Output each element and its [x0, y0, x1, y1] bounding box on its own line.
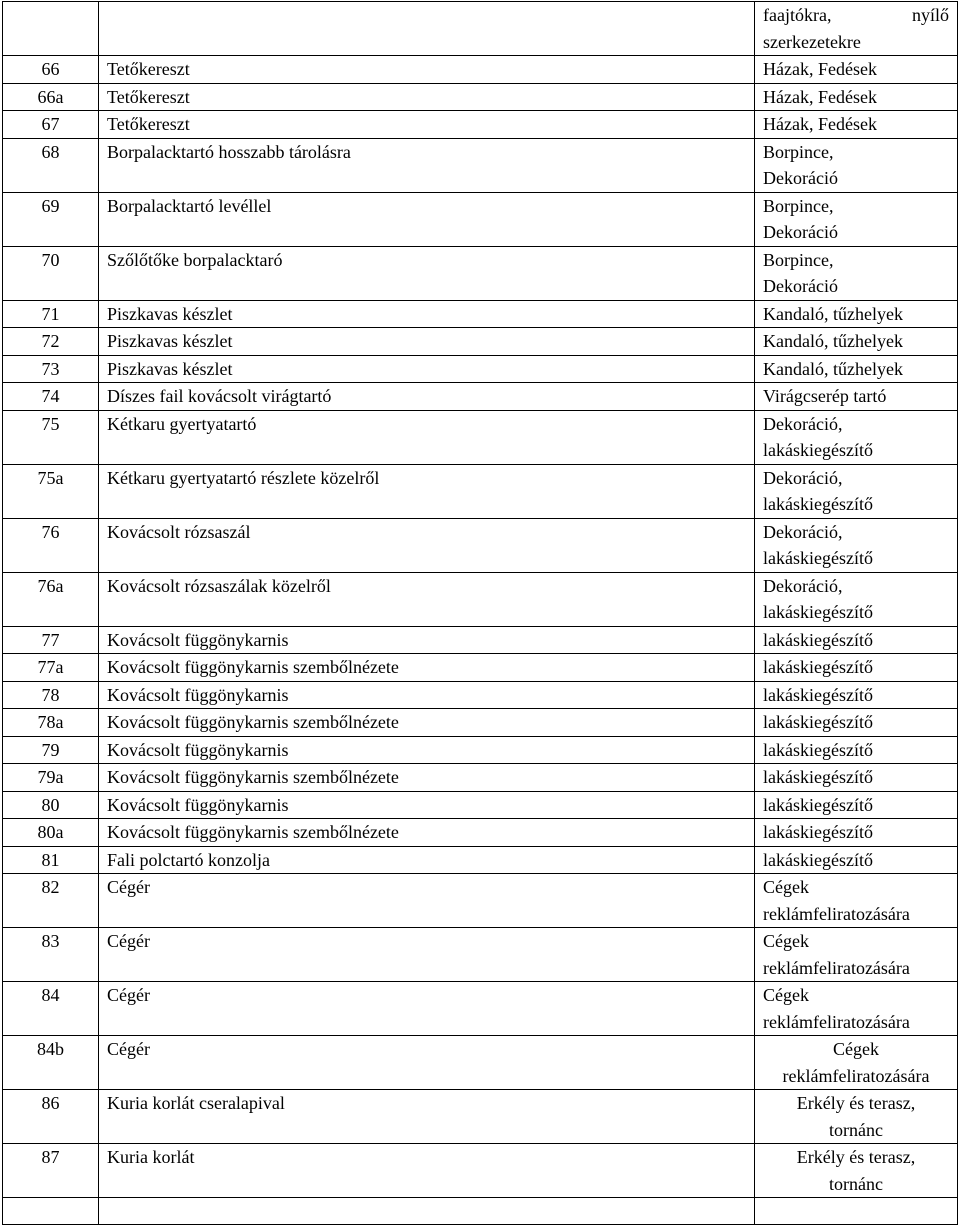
table-header-row	[3, 2, 958, 56]
item-category	[755, 928, 958, 982]
header-num-cell	[3, 2, 99, 56]
item-name: Kovácsolt függönykarnis	[99, 681, 755, 709]
catalog-table	[2, 1, 958, 1225]
item-number: 87	[3, 1144, 99, 1198]
table-row	[3, 982, 958, 1036]
item-category-line: reklámfeliratozására	[782, 1065, 930, 1086]
item-category-line: lakáskiegészítő	[763, 684, 873, 705]
item-number: 72	[3, 328, 99, 356]
table-row	[3, 1090, 958, 1144]
item-name: Szőlőtőke borpalacktaró	[99, 246, 755, 300]
item-category-line: Cégek	[763, 985, 809, 1005]
item-name: Fali polctartó konzolja	[99, 846, 755, 874]
table-row	[3, 138, 958, 192]
table-row	[3, 83, 958, 111]
item-category-line: lakáskiegészítő	[763, 602, 873, 622]
item-category	[755, 654, 958, 682]
table-row	[3, 1144, 958, 1198]
item-category-line: Borpince,	[763, 195, 834, 216]
footer-cat-cell	[755, 1198, 958, 1225]
item-category-line: lakáskiegészítő	[763, 712, 873, 732]
item-category	[755, 1144, 958, 1198]
item-number: 75a	[3, 464, 99, 518]
item-category	[755, 626, 958, 654]
item-category-line: lakáskiegészítő	[763, 657, 873, 677]
item-name: Tetőkereszt	[99, 83, 755, 111]
item-name: Borpalacktartó hosszabb tárolásra	[99, 138, 755, 192]
item-number: 79	[3, 736, 99, 764]
item-name: Kovácsolt függönykarnis szembőlnézete	[99, 709, 755, 737]
item-category	[755, 709, 958, 737]
item-category-line: lakáskiegészítő	[763, 822, 873, 842]
item-category	[755, 572, 958, 626]
table-row	[3, 654, 958, 682]
header-name-cell	[99, 2, 755, 56]
item-name: Kovácsolt függönykarnis szembőlnézete	[99, 654, 755, 682]
table-row	[3, 572, 958, 626]
item-number: 80a	[3, 819, 99, 847]
item-category	[755, 83, 958, 111]
item-number: 67	[3, 111, 99, 139]
item-category-line: lakáskiegészítő	[763, 548, 873, 568]
item-name: Piszkavas készlet	[99, 328, 755, 356]
item-category	[755, 300, 958, 328]
item-category-line: reklámfeliratozására	[763, 957, 910, 978]
item-category	[755, 410, 958, 464]
item-number: 68	[3, 138, 99, 192]
item-category-line: lakáskiegészítő	[763, 794, 873, 815]
item-category	[755, 1090, 958, 1144]
item-category	[755, 464, 958, 518]
item-category	[755, 518, 958, 572]
table-row	[3, 464, 958, 518]
header-category-line-1: faajtókra, nyílő	[763, 5, 949, 25]
item-category-line: Borpince,	[763, 141, 834, 162]
item-name: Kuria korlát cseralapival	[99, 1090, 755, 1144]
item-category-line: Cégek	[763, 877, 809, 897]
item-category-line: Dekoráció,	[763, 521, 843, 542]
table-footer-row	[3, 1198, 958, 1225]
item-number: 73	[3, 355, 99, 383]
item-category-line: lakáskiegészítő	[763, 849, 873, 870]
item-number: 75	[3, 410, 99, 464]
item-category	[755, 874, 958, 928]
item-name: Cégér	[99, 928, 755, 982]
item-name: Cégér	[99, 1036, 755, 1090]
item-category	[755, 56, 958, 84]
item-name: Kovácsolt függönykarnis	[99, 736, 755, 764]
table-row	[3, 246, 958, 300]
item-name: Kovácsolt függönykarnis szembőlnézete	[99, 819, 755, 847]
item-number: 82	[3, 874, 99, 928]
table-row	[3, 928, 958, 982]
table-row	[3, 846, 958, 874]
item-category	[755, 328, 958, 356]
item-category	[755, 819, 958, 847]
table-row	[3, 709, 958, 737]
catalog-table-body	[3, 2, 958, 1225]
item-number: 86	[3, 1090, 99, 1144]
item-number: 79a	[3, 764, 99, 792]
item-name: Cégér	[99, 874, 755, 928]
header-category-cell	[755, 2, 958, 56]
item-category-line: Cégek	[833, 1039, 879, 1059]
item-name: Kovácsolt függönykarnis	[99, 791, 755, 819]
item-category	[755, 1036, 958, 1090]
table-row	[3, 328, 958, 356]
item-name: Tetőkereszt	[99, 56, 755, 84]
item-name: Tetőkereszt	[99, 111, 755, 139]
item-category-line: Dekoráció,	[763, 413, 843, 434]
table-row	[3, 192, 958, 246]
item-number: 66a	[3, 83, 99, 111]
item-category	[755, 383, 958, 411]
table-row	[3, 1036, 958, 1090]
item-category-line: Virágcserép tartó	[763, 386, 887, 406]
item-category	[755, 111, 958, 139]
item-category-line: Erkély és terasz,	[796, 1093, 916, 1113]
item-category-line: lakáskiegészítő	[763, 739, 873, 760]
item-name: Kovácsolt rózsaszál	[99, 518, 755, 572]
item-name: Kétkaru gyertyatartó részlete közelről	[99, 464, 755, 518]
item-category-line: Házak, Fedések	[763, 86, 877, 107]
item-number: 76	[3, 518, 99, 572]
item-number: 76a	[3, 572, 99, 626]
item-number: 66	[3, 56, 99, 84]
item-category-line: lakáskiegészítő	[763, 629, 873, 650]
table-row	[3, 383, 958, 411]
item-category	[755, 355, 958, 383]
item-category-line: reklámfeliratozására	[763, 903, 910, 924]
header-category-line-2: szerkezetekre	[763, 31, 861, 52]
item-category-line: Dekoráció,	[763, 575, 843, 596]
item-category	[755, 791, 958, 819]
item-category	[755, 246, 958, 300]
item-name: Kétkaru gyertyatartó	[99, 410, 755, 464]
item-category-line: Kandaló, tűzhelyek	[763, 331, 903, 351]
item-number: 77	[3, 626, 99, 654]
item-number: 84b	[3, 1036, 99, 1090]
item-category	[755, 846, 958, 874]
item-category	[755, 982, 958, 1036]
table-row	[3, 300, 958, 328]
table-row	[3, 819, 958, 847]
item-category-line: Dekoráció	[763, 276, 838, 296]
item-name: Kovácsolt függönykarnis	[99, 626, 755, 654]
item-number: 70	[3, 246, 99, 300]
table-row	[3, 410, 958, 464]
item-number: 84	[3, 982, 99, 1036]
item-name: Díszes fail kovácsolt virágtartó	[99, 383, 755, 411]
item-category	[755, 138, 958, 192]
item-number: 74	[3, 383, 99, 411]
table-row	[3, 111, 958, 139]
item-number: 81	[3, 846, 99, 874]
table-row	[3, 681, 958, 709]
footer-name-cell	[99, 1198, 755, 1225]
item-number: 78	[3, 681, 99, 709]
item-category-line: Kandaló, tűzhelyek	[763, 303, 903, 324]
table-row	[3, 355, 958, 383]
item-category-line: Házak, Fedések	[763, 114, 877, 134]
item-name: Cégér	[99, 982, 755, 1036]
footer-num-cell	[3, 1198, 99, 1225]
item-category	[755, 681, 958, 709]
table-row	[3, 874, 958, 928]
item-category-line: Dekoráció	[763, 222, 838, 242]
item-category-line: Cégek	[763, 931, 809, 951]
item-name: Borpalacktartó levéllel	[99, 192, 755, 246]
item-number: 78a	[3, 709, 99, 737]
item-category-line: lakáskiegészítő	[763, 440, 873, 460]
item-name: Piszkavas készlet	[99, 300, 755, 328]
item-category-line: tornánc	[829, 1119, 883, 1140]
item-category-line: lakáskiegészítő	[763, 494, 873, 514]
table-row	[3, 518, 958, 572]
item-category-line: Házak, Fedések	[763, 59, 877, 79]
item-name: Kuria korlát	[99, 1144, 755, 1198]
item-number: 71	[3, 300, 99, 328]
item-category-line: tornánc	[829, 1173, 883, 1194]
item-category-line: Dekoráció	[763, 168, 838, 188]
item-category-line: lakáskiegészítő	[763, 767, 873, 787]
item-category	[755, 736, 958, 764]
item-number: 77a	[3, 654, 99, 682]
table-row	[3, 791, 958, 819]
table-row	[3, 736, 958, 764]
table-row	[3, 56, 958, 84]
item-number: 83	[3, 928, 99, 982]
item-category-line: Erkély és terasz,	[796, 1147, 916, 1167]
item-category-line: Borpince,	[763, 249, 834, 270]
item-name: Piszkavas készlet	[99, 355, 755, 383]
item-category	[755, 192, 958, 246]
item-number: 80	[3, 791, 99, 819]
item-name: Kovácsolt függönykarnis szembőlnézete	[99, 764, 755, 792]
item-category-line: Kandaló, tűzhelyek	[763, 358, 903, 379]
item-category	[755, 764, 958, 792]
item-category-line: reklámfeliratozására	[763, 1011, 910, 1032]
table-row	[3, 764, 958, 792]
item-category-line: Dekoráció,	[763, 467, 843, 488]
item-number: 69	[3, 192, 99, 246]
table-row	[3, 626, 958, 654]
item-name: Kovácsolt rózsaszálak közelről	[99, 572, 755, 626]
